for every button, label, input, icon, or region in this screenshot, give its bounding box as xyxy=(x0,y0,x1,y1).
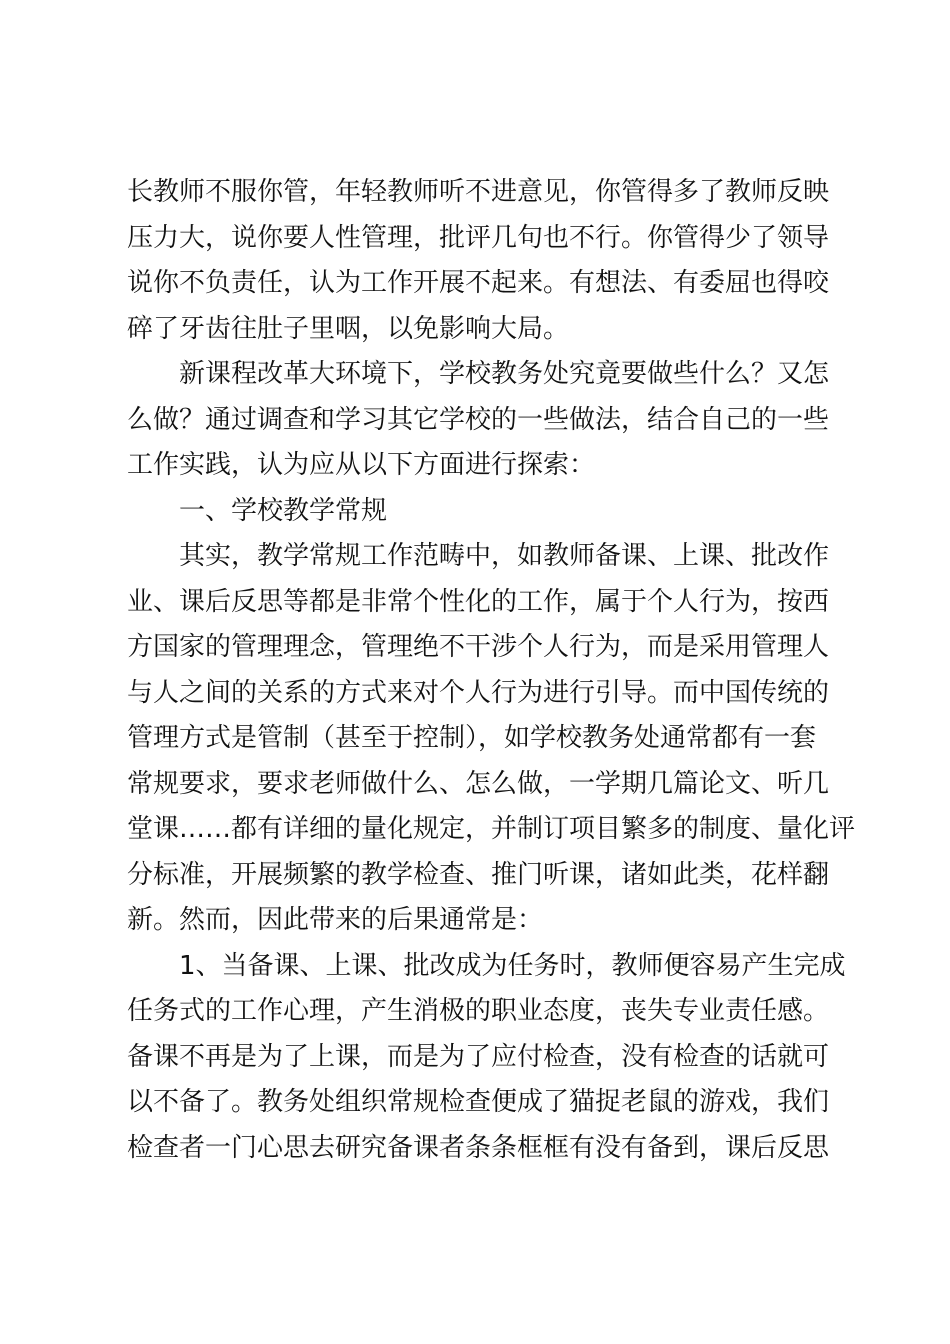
paragraph-line: 新。然而，因此带来的后果通常是： xyxy=(127,905,544,935)
paragraph-line: 碎了牙齿往肚子里咽，以免影响大局。 xyxy=(127,313,570,344)
paragraph-line: 堂课……都有详细的量化规定，并制订项目繁多的制度、量化评 xyxy=(127,814,856,844)
paragraph-line: 业、课后反思等都是非常个性化的工作，属于个人行为，按西 xyxy=(127,586,830,617)
document-body xyxy=(127,170,856,1171)
paragraph-line: 方国家的管理理念，管理绝不干涉个人行为，而是采用管理人 xyxy=(127,632,830,662)
paragraph-line: 检查者一门心思去研究备课者条条框框有没有备到，课后反思 xyxy=(127,1132,830,1163)
paragraph-4 xyxy=(127,944,846,1172)
paragraph-3 xyxy=(127,534,856,944)
paragraph-line: 工作实践，认为应从以下方面进行探索： xyxy=(127,450,596,480)
paragraph-line: 任务式的工作心理，产生消极的职业态度，丧失专业责任感。 xyxy=(127,996,830,1026)
paragraph-line: 么做？通过调查和学习其它学校的一些做法，结合自己的一些 xyxy=(127,404,830,435)
paragraph-line: 分标准，开展频繁的教学检查、推门听课，诸如此类，花样翻 xyxy=(127,859,830,890)
paragraph-1 xyxy=(127,170,833,352)
paragraph-2 xyxy=(127,352,833,489)
paragraph-line: 长教师不服你管，年轻教师听不进意见，你管得多了教师反映 xyxy=(127,177,830,207)
paragraph-line: 以不备了。教务处组织常规检查便成了猫捉老鼠的游戏，我们 xyxy=(127,1087,830,1117)
paragraph-line: 1、当备课、上课、批改成为任务时，教师便容易产生完成 xyxy=(179,950,846,981)
paragraph-line: 管理方式是管制（甚至于控制），如学校教务处通常都有一套 xyxy=(127,723,817,753)
paragraph-line: 压力大，说你要人性管理，批评几句也不行。你管得少了领导 xyxy=(127,222,830,253)
paragraph-line: 其实，教学常规工作范畴中，如教师备课、上课、批改作 xyxy=(179,541,830,571)
paragraph-line: 与人之间的关系的方式来对个人行为进行引导。而中国传统的 xyxy=(127,677,830,708)
paragraph-line: 新课程改革大环境下，学校教务处究竟要做些什么？又怎 xyxy=(179,359,830,389)
heading-line: 一、学校教学常规 xyxy=(179,495,388,526)
section-heading xyxy=(127,489,833,535)
paragraph-line: 说你不负责任，认为工作开展不起来。有想法、有委屈也得咬 xyxy=(127,268,830,298)
paragraph-line: 备课不再是为了上课，而是为了应付检查，没有检查的话就可 xyxy=(127,1041,830,1072)
paragraph-line: 常规要求，要求老师做什么、怎么做，一学期几篇论文、听几 xyxy=(127,768,830,799)
